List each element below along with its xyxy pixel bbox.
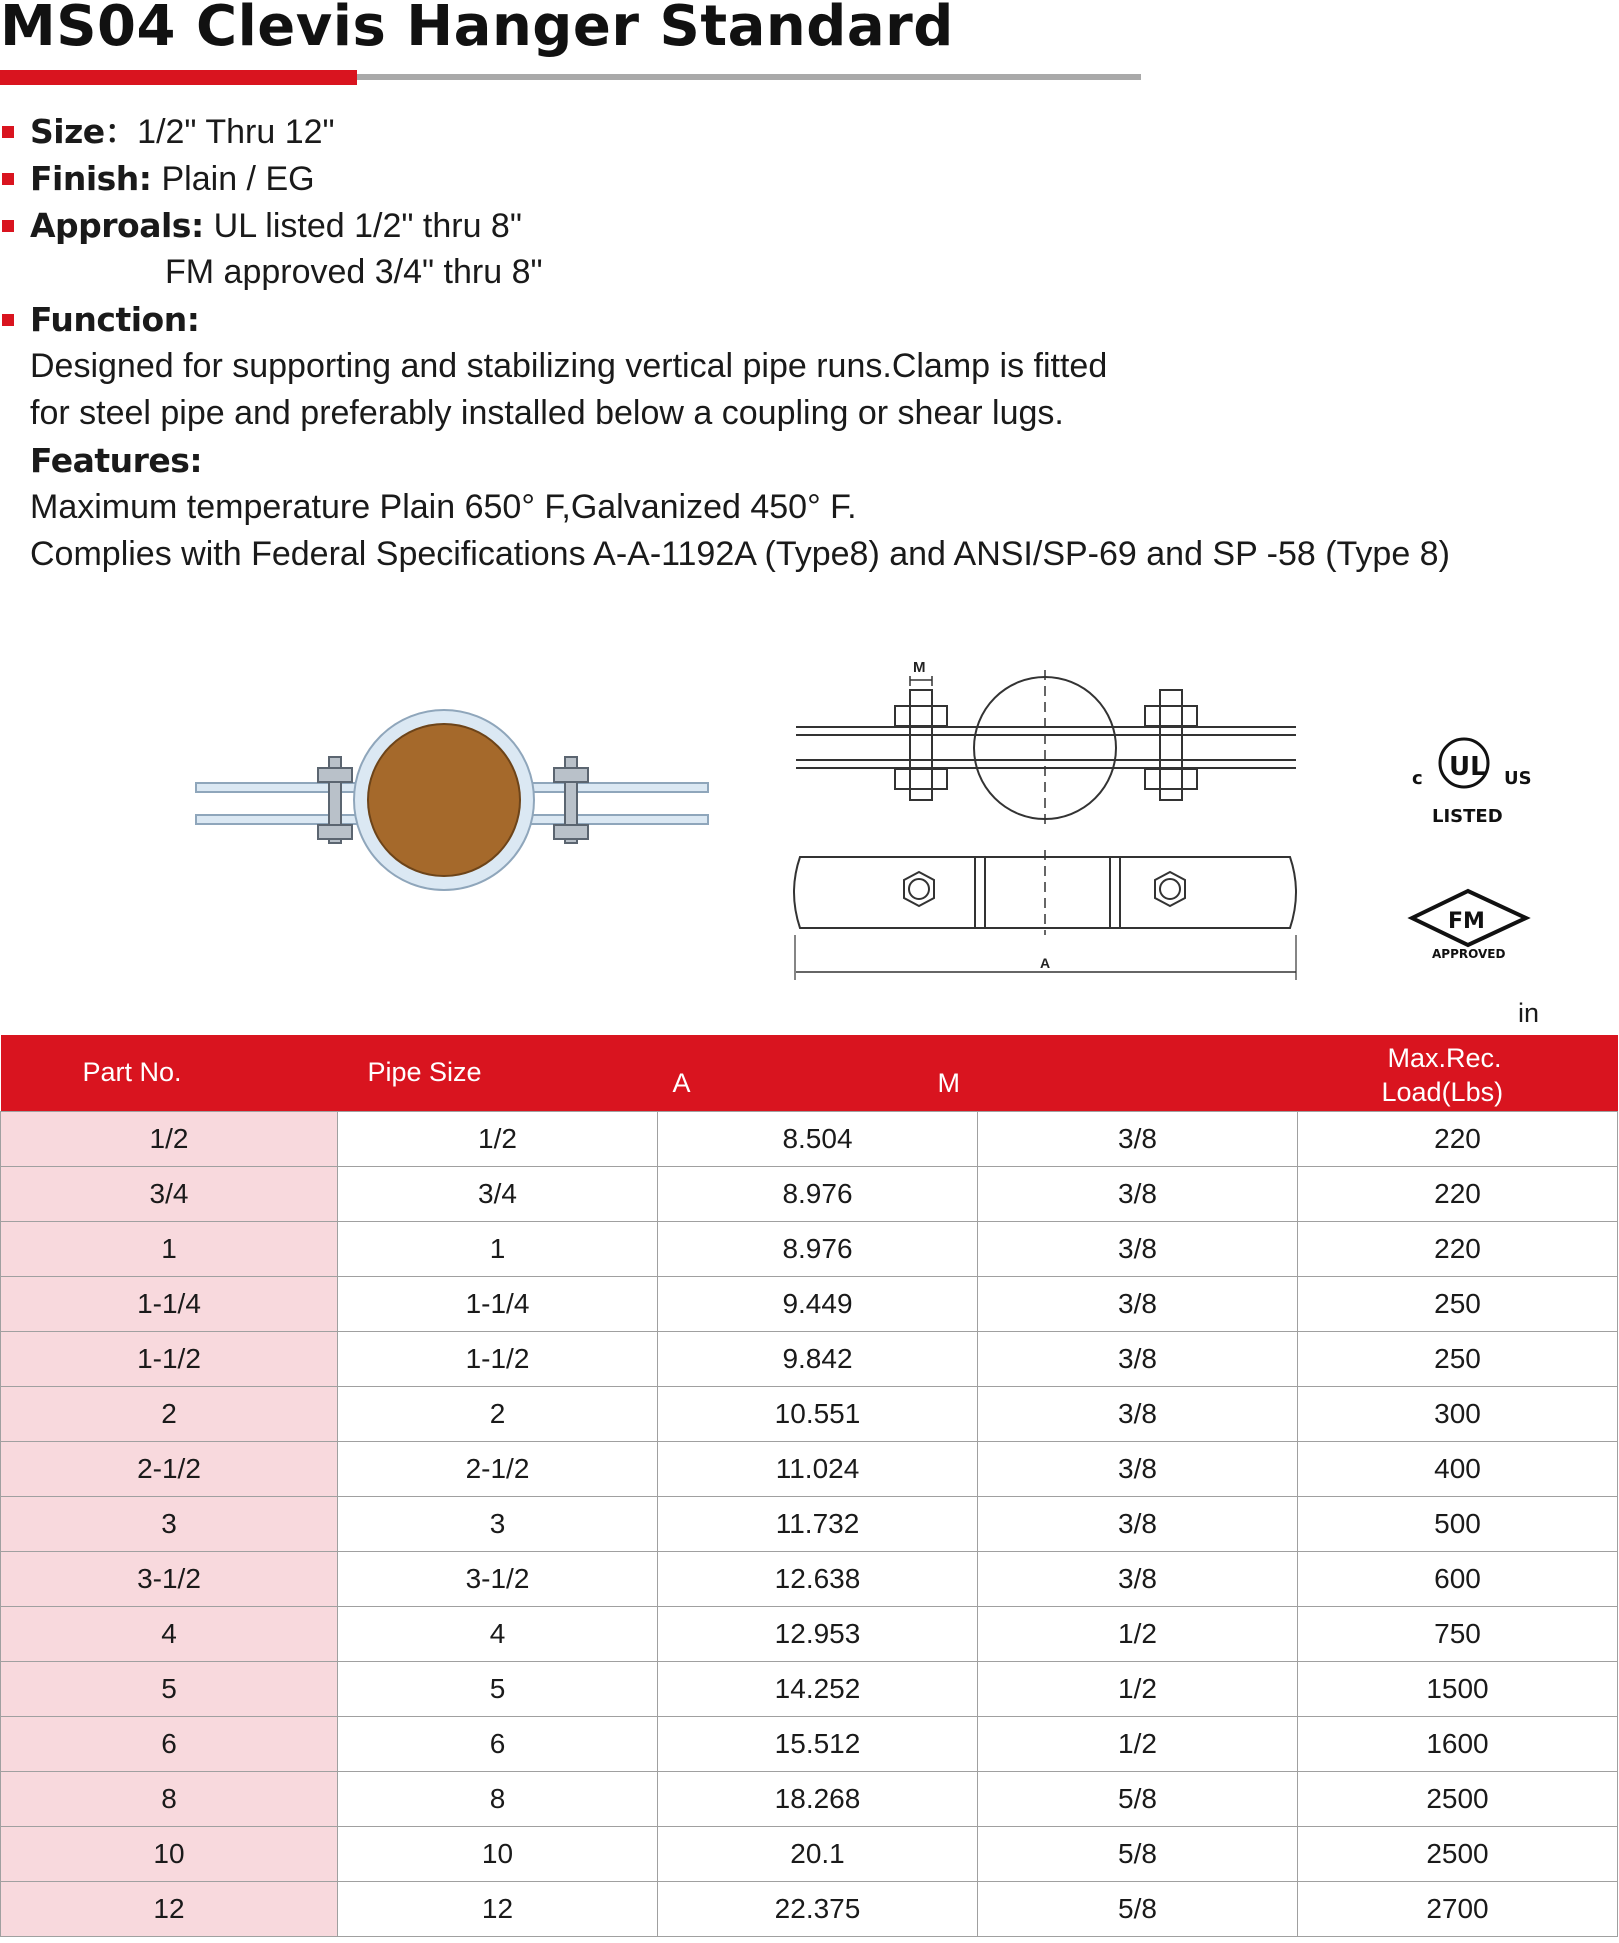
- max-load-cell: 1500: [1298, 1662, 1618, 1717]
- a-cell: 14.252: [658, 1662, 978, 1717]
- product-drawing: [0, 640, 1619, 990]
- svg-text:US: US: [1504, 768, 1532, 789]
- table-row: [1, 1827, 1618, 1882]
- pipe-size-cell: 1-1/2: [338, 1332, 658, 1387]
- table-row: [1, 1662, 1618, 1717]
- m-cell: 3/8: [978, 1222, 1298, 1277]
- table-row: [1, 1167, 1618, 1222]
- function-text-2: for steel pipe and preferably installed below a coupling or shear lugs.: [30, 394, 1064, 432]
- size-colon: ：: [104, 112, 138, 151]
- approvals-ul: UL listed 1/2" thru 8": [213, 207, 522, 245]
- spec-table: [0, 1035, 1618, 1937]
- a-cell: 11.024: [658, 1442, 978, 1497]
- a-cell: 9.449: [658, 1277, 978, 1332]
- unit-label: in: [1518, 998, 1540, 1028]
- finish-value: Plain / EG: [161, 160, 315, 198]
- table-row: [1, 1497, 1618, 1552]
- table-row: [1, 1607, 1618, 1662]
- bullet-icon: [2, 220, 14, 232]
- table-row: [1, 1112, 1618, 1167]
- header-max-load: Max.Rec. Load(Lbs): [1298, 1035, 1618, 1112]
- max-load-cell: 1600: [1298, 1717, 1618, 1772]
- table-row: [1, 1442, 1618, 1497]
- a-cell: 9.842: [658, 1332, 978, 1387]
- part-no-cell: 1-1/2: [1, 1332, 338, 1387]
- pipe-size-cell: 12: [338, 1882, 658, 1937]
- dim-a-label: A: [1040, 955, 1051, 971]
- table-row: [1, 1717, 1618, 1772]
- part-no-cell: 3-1/2: [1, 1552, 338, 1607]
- a-cell: 8.976: [658, 1167, 978, 1222]
- part-no-cell: 8: [1, 1772, 338, 1827]
- max-load-cell: 2500: [1298, 1827, 1618, 1882]
- ul-listed-logo: [1412, 739, 1532, 827]
- spec-size: [0, 108, 1560, 155]
- features-text-2: Complies with Federal Specifications A-A-1192A (Type8) and ANSI/SP-69 and SP -58 (Type 8): [30, 535, 1450, 573]
- a-cell: 8.976: [658, 1222, 978, 1277]
- max-load-cell: 250: [1298, 1277, 1618, 1332]
- svg-text:FM: FM: [1448, 909, 1485, 934]
- header-a: A: [658, 1035, 978, 1112]
- part-no-cell: 6: [1, 1717, 338, 1772]
- a-cell: 20.1: [658, 1827, 978, 1882]
- m-cell: 3/8: [978, 1332, 1298, 1387]
- table-row: [1, 1882, 1618, 1937]
- max-load-cell: 400: [1298, 1442, 1618, 1497]
- pipe-size-cell: 6: [338, 1717, 658, 1772]
- svg-text:UL: UL: [1449, 752, 1487, 782]
- max-load-cell: 220: [1298, 1222, 1618, 1277]
- table-body: [1, 1112, 1618, 1937]
- m-cell: 1/2: [978, 1607, 1298, 1662]
- part-no-cell: 12: [1, 1882, 338, 1937]
- a-cell: 18.268: [658, 1772, 978, 1827]
- pipe-size-cell: 1-1/4: [338, 1277, 658, 1332]
- part-no-cell: 1: [1, 1222, 338, 1277]
- table-row: [1, 1772, 1618, 1827]
- spec-finish: [0, 155, 1560, 202]
- m-cell: 3/8: [978, 1167, 1298, 1222]
- dim-m-label: M: [913, 659, 926, 676]
- spec-function: [0, 296, 1560, 343]
- pipe-size-cell: 2: [338, 1387, 658, 1442]
- m-cell: 3/8: [978, 1112, 1298, 1167]
- svg-text:APPROVED: APPROVED: [1432, 947, 1506, 961]
- header-pipe-size: Pipe Size: [338, 1035, 658, 1112]
- pipe-size-cell: 4: [338, 1607, 658, 1662]
- max-load-cell: 2700: [1298, 1882, 1618, 1937]
- size-value: 1/2" Thru 12": [137, 113, 335, 151]
- part-no-cell: 10: [1, 1827, 338, 1882]
- a-cell: 15.512: [658, 1717, 978, 1772]
- part-no-cell: 2-1/2: [1, 1442, 338, 1497]
- features-heading: [0, 437, 1560, 484]
- table-row: [1, 1552, 1618, 1607]
- part-no-cell: 4: [1, 1607, 338, 1662]
- function-text-1: Designed for supporting and stabilizing vertical pipe runs.Clamp is fitted: [30, 347, 1108, 385]
- pipe-size-cell: 5: [338, 1662, 658, 1717]
- bullet-icon: [2, 314, 14, 326]
- size-label: Size: [30, 112, 105, 151]
- pipe-section: [368, 724, 520, 876]
- part-no-cell: 1/2: [1, 1112, 338, 1167]
- max-load-cell: 220: [1298, 1167, 1618, 1222]
- pipe-size-cell: 2-1/2: [338, 1442, 658, 1497]
- m-cell: 3/8: [978, 1442, 1298, 1497]
- a-cell: 12.638: [658, 1552, 978, 1607]
- max-load-cell: 750: [1298, 1607, 1618, 1662]
- pipe-size-cell: 1: [338, 1222, 658, 1277]
- pipe-size-cell: 3/4: [338, 1167, 658, 1222]
- m-cell: 5/8: [978, 1882, 1298, 1937]
- table-header-row: [1, 1035, 1618, 1112]
- table-row: [1, 1387, 1618, 1442]
- finish-label: Finish:: [30, 159, 152, 198]
- max-load-cell: 2500: [1298, 1772, 1618, 1827]
- approvals-label: Approals:: [30, 206, 204, 245]
- pipe-size-cell: 3-1/2: [338, 1552, 658, 1607]
- header-m: M: [978, 1035, 1298, 1112]
- m-cell: 3/8: [978, 1552, 1298, 1607]
- part-no-cell: 2: [1, 1387, 338, 1442]
- fm-approved-logo: [1412, 891, 1526, 961]
- features-text-1: Maximum temperature Plain 650° F,Galvanized 450° F.: [30, 488, 857, 526]
- table-row: [1, 1332, 1618, 1387]
- table-row: [1, 1222, 1618, 1277]
- header-part-no: Part No.: [1, 1035, 338, 1112]
- m-cell: 5/8: [978, 1827, 1298, 1882]
- m-cell: 1/2: [978, 1662, 1298, 1717]
- m-cell: 3/8: [978, 1387, 1298, 1442]
- a-cell: 8.504: [658, 1112, 978, 1167]
- m-cell: 1/2: [978, 1717, 1298, 1772]
- function-label: Function:: [30, 300, 200, 339]
- spec-approvals-fm: [0, 249, 1560, 296]
- bullet-icon: [2, 173, 14, 185]
- title-underline-gray: [357, 74, 1141, 80]
- a-cell: 11.732: [658, 1497, 978, 1552]
- a-cell: 10.551: [658, 1387, 978, 1442]
- max-load-cell: 600: [1298, 1552, 1618, 1607]
- max-load-cell: 220: [1298, 1112, 1618, 1167]
- svg-text:c: c: [1412, 768, 1423, 789]
- m-cell: 3/8: [978, 1277, 1298, 1332]
- m-cell: 5/8: [978, 1772, 1298, 1827]
- table-row: [1, 1277, 1618, 1332]
- pipe-size-cell: 1/2: [338, 1112, 658, 1167]
- max-load-cell: 250: [1298, 1332, 1618, 1387]
- front-view-drawing: [796, 670, 1296, 830]
- max-load-cell: 300: [1298, 1387, 1618, 1442]
- part-no-cell: 5: [1, 1662, 338, 1717]
- pipe-size-cell: 10: [338, 1827, 658, 1882]
- a-cell: 12.953: [658, 1607, 978, 1662]
- spec-list: [0, 108, 1560, 578]
- svg-text:LISTED: LISTED: [1432, 806, 1503, 827]
- m-cell: 3/8: [978, 1497, 1298, 1552]
- a-cell: 22.375: [658, 1882, 978, 1937]
- bullet-icon: [2, 126, 14, 138]
- page-title: MS04 Clevis Hanger Standard: [0, 0, 954, 59]
- part-no-cell: 3: [1, 1497, 338, 1552]
- pipe-size-cell: 3: [338, 1497, 658, 1552]
- spec-approvals: [0, 202, 1560, 249]
- pipe-size-cell: 8: [338, 1772, 658, 1827]
- part-no-cell: 1-1/4: [1, 1277, 338, 1332]
- clamp-rendering: [196, 710, 708, 890]
- approvals-fm: FM approved 3/4" thru 8": [165, 253, 543, 291]
- title-underline-red: [0, 70, 357, 85]
- part-no-cell: 3/4: [1, 1167, 338, 1222]
- features-label: Features:: [30, 441, 203, 480]
- max-load-cell: 500: [1298, 1497, 1618, 1552]
